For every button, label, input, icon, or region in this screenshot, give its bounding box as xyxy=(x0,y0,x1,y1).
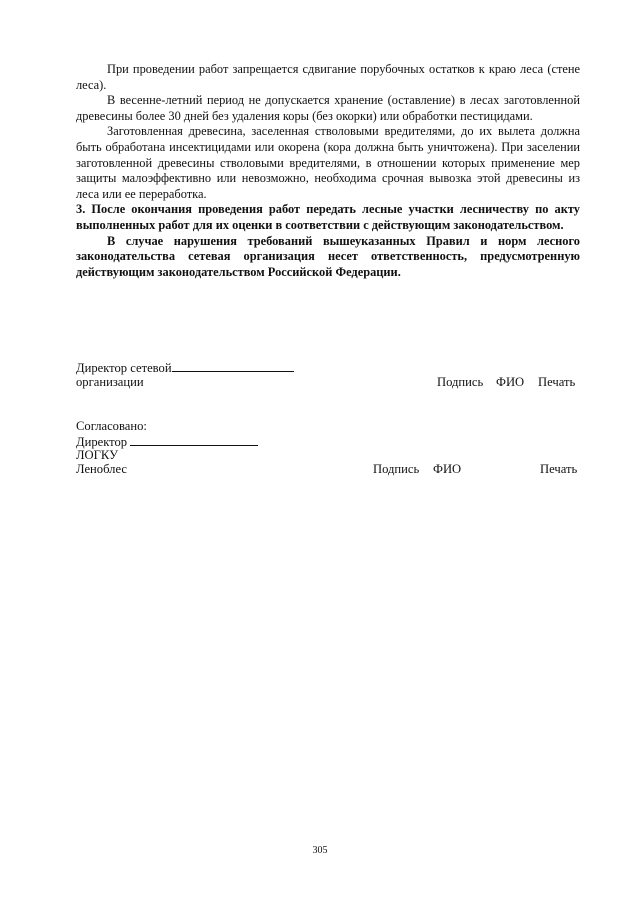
agreed-signature-blank xyxy=(130,434,258,446)
paragraph-storage: В весенне-летний период не допускается хранение (оставление) в лесах заготовленной древесины более 30 дней без удаления коры (без окорки) или обработки пестицидами. xyxy=(76,93,580,123)
director-label: Директор сетевой xyxy=(76,361,172,375)
agreed-org-line-1: ЛОГКУ xyxy=(76,448,118,462)
agreed-org-line-2: Леноблес xyxy=(76,462,127,476)
agreed-fio-label: ФИО xyxy=(433,462,462,476)
director-line xyxy=(76,360,294,376)
agreed-sign-label: Подпись xyxy=(373,462,420,476)
paragraph-handover: 3. После окончания проведения работ передать лесные участки лесничеству по акту выполненных работ для их оценки в соответствии с действующим законодательством. xyxy=(76,202,580,232)
paragraph-pests: Заготовленная древесина, заселенная стволовыми вредителями, до их вылета должна быть обработана инсектицидами или окорена (кора должна быть уничтожена). При заселении заготовленной древесины стволовыми вредителями, в отношении которых применение мер защиты малоэффективно или невозможно, необходима срочная вывозка этой древесины из леса или ее переработка. xyxy=(76,124,580,201)
paragraph-debris: При проведении работ запрещается сдвигание порубочных остатков к краю леса (стене леса). xyxy=(76,62,580,92)
agreed-director-label: Директор xyxy=(76,435,128,449)
agreed-label: Согласовано: xyxy=(76,419,147,433)
agreed-seal-label: Печать xyxy=(540,462,578,476)
director-seal-label: Печать xyxy=(538,375,576,389)
director-org-label: организации xyxy=(76,375,144,389)
paragraph-liability: В случае нарушения требований вышеуказанных Правил и норм лесного законодательства сетевая организация несет ответственность, предусмотренную действующим законодательством Российской Федерации. xyxy=(76,233,580,279)
director-fio-label: ФИО xyxy=(496,375,525,389)
body-text xyxy=(76,62,580,280)
director-signature-blank xyxy=(172,360,294,372)
page-number: 305 xyxy=(312,845,328,856)
director-sign-label: Подпись xyxy=(437,375,484,389)
